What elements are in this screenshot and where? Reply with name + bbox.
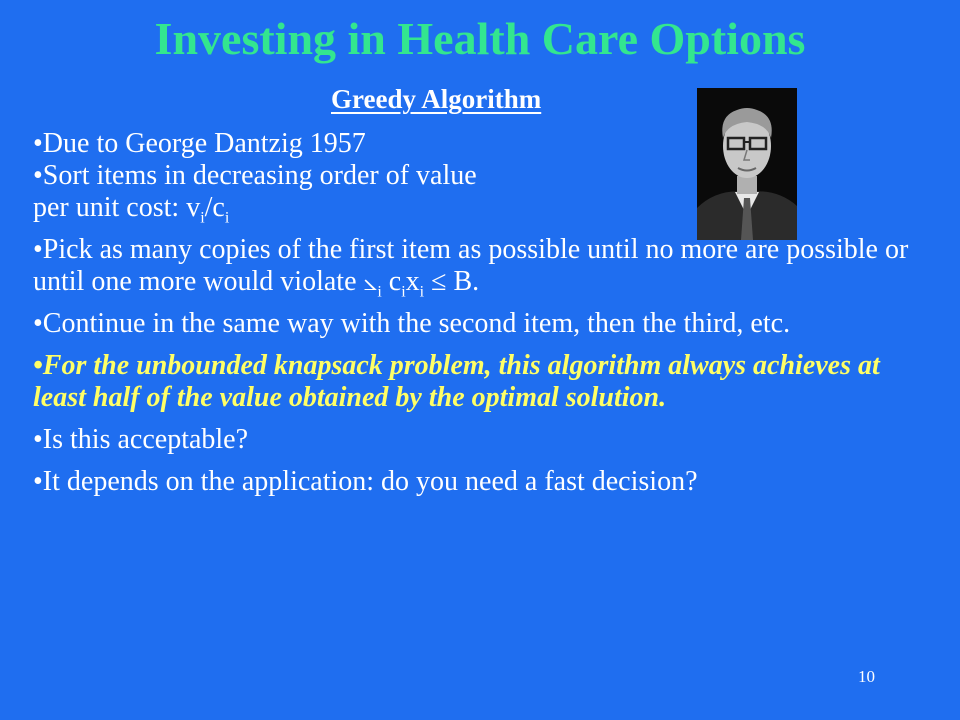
bullet-pick-text: •Pick as many copies of the first item as possible until no more are possible or until one more would violate <box>33 234 909 297</box>
slide-subtitle: Greedy Algorithm <box>331 84 542 114</box>
subscript-i: i <box>200 209 205 227</box>
bullet-sort-slash: /c <box>204 192 225 223</box>
bullet-unbounded-knapsack: •For the unbounded knapsack problem, this algorithm always achieves at least half of the value obtained by the optimal solution. <box>33 350 880 413</box>
slide-title: Investing in Health Care Options <box>154 13 806 64</box>
bound-b: ≤ B. <box>424 266 480 297</box>
var-x: x <box>405 266 420 297</box>
subscript-i: i <box>377 283 382 301</box>
bullet-continue: •Continue in the same way with the second item, then the third, etc. <box>33 308 791 339</box>
subscript-i: i <box>401 283 406 301</box>
bullet-sort-line1: •Sort items in decreasing order of value <box>33 160 477 191</box>
bullet-acceptable: •Is this acceptable? <box>33 424 249 455</box>
slide-body <box>33 128 938 498</box>
page-number: 10 <box>858 667 875 686</box>
sum-symbol-icon: ⦣ <box>363 268 378 296</box>
bullet-sort-line2-prefix: per unit cost: v <box>33 192 201 223</box>
bullet-pick-copies <box>33 234 938 301</box>
subscript-i: i <box>419 283 425 301</box>
bullet-depends: •It depends on the application: do you need a fast decision? <box>33 466 698 497</box>
bullet-dantzig: •Due to George Dantzig 1957 <box>33 128 366 159</box>
subscript-i: i <box>224 209 230 227</box>
var-c: c <box>381 266 402 297</box>
bullet-sort-items <box>33 160 673 227</box>
